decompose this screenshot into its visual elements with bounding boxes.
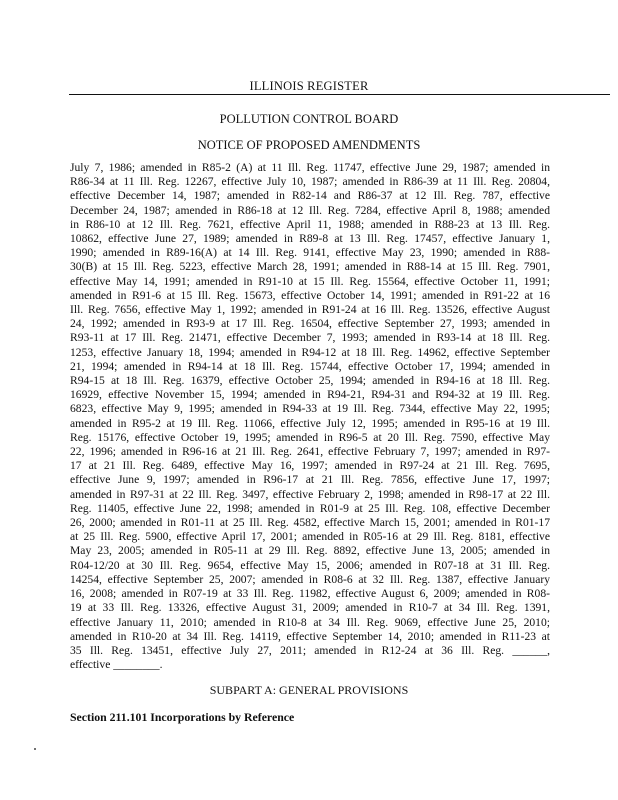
history-line: effective June 9, 1997; amended in R96-17 at 21 Ill. Reg. 7856, effective June 17, 1997; xyxy=(70,473,550,487)
history-line: amended in R95-2 at 19 Ill. Reg. 11066, effective July 12, 1995; amended in R95-16 at 19 Ill. xyxy=(70,416,550,430)
history-line: 19 at 33 Ill. Reg. 13326, effective August 31, 2009; amended in R10-7 at 34 Ill. Reg. 1391, xyxy=(70,601,550,615)
history-line: R93-11 at 17 Ill. Reg. 21471, effective December 7, 1993; amended in R93-14 at 18 Ill. Reg. xyxy=(70,331,550,345)
register-title: ILLINOIS REGISTER xyxy=(249,79,369,93)
history-line: 17 at 21 Ill. Reg. 6489, effective May 16, 1997; amended in R97-24 at 21 Ill. Reg. 7695, xyxy=(70,459,550,473)
board-title: POLLUTION CONTROL BOARD xyxy=(219,112,399,126)
history-line: Reg. 11405, effective June 22, 1998; amended in R01-9 at 25 Ill. Reg. 108, effective December xyxy=(70,501,550,515)
history-line: December 24, 1987; amended in R86-18 at 12 Ill. Reg. 7284, effective April 8, 1988; amended xyxy=(70,203,550,217)
history-line: 6823, effective May 9, 1995; amended in R94-33 at 19 Ill. Reg. 7344, effective May 22, 1995; xyxy=(70,402,550,416)
history-line: May 23, 2005; amended in R05-11 at 29 Ill. Reg. 8892, effective June 13, 2005; amended in xyxy=(70,544,550,558)
history-line: 26, 2000; amended in R01-11 at 25 Ill. Reg. 4582, effective March 15, 2001; amended in R01-17 xyxy=(70,516,550,530)
history-line: amended in R91-6 at 15 Ill. Reg. 15673, effective October 14, 1991; amended in R91-22 at 16 xyxy=(70,288,550,302)
history-line: R94-15 at 18 Ill. Reg. 16379, effective October 25, 1994; amended in R94-16 at 18 Ill. Reg. xyxy=(70,374,550,388)
scan-speck xyxy=(34,748,36,750)
history-line: effective December 14, 1987; amended in R82-14 and R86-37 at 12 Ill. Reg. 787, effective xyxy=(70,189,550,203)
history-line: 22, 1996; amended in R96-16 at 21 Ill. Reg. 2641, effective February 7, 1997; amended in R97- xyxy=(70,445,550,459)
history-line: 14254, effective September 25, 2007; amended in R08-6 at 32 Ill. Reg. 1387, effective January xyxy=(70,572,550,586)
history-line: 10862, effective June 27, 1989; amended in R89-8 at 13 Ill. Reg. 17457, effective January 1, xyxy=(70,232,550,246)
history-line: 1253, effective January 18, 1994; amended in R94-12 at 18 Ill. Reg. 14962, effective September xyxy=(70,345,550,359)
history-line: R04-12/20 at 30 Ill. Reg. 9654, effective May 15, 2006; amended in R07-18 at 31 Ill. Reg. xyxy=(70,558,550,572)
history-line: effective ________. xyxy=(70,658,163,672)
history-line: 24, 1992; amended in R93-9 at 17 Ill. Reg. 16504, effective September 27, 1993; amended in xyxy=(70,317,550,331)
amendment-history-paragraph xyxy=(70,161,550,672)
history-line: 16, 2008; amended in R07-19 at 33 Ill. Reg. 11982, effective August 6, 2009; amended in R08- xyxy=(70,587,550,601)
history-line: 30(B) at 15 Ill. Reg. 5223, effective March 28, 1991; amended in R88-14 at 15 Ill. Reg. 7901, xyxy=(70,260,550,274)
history-line: 16929, effective November 15, 1994; amended in R94-21, R94-31 and R94-32 at 19 Ill. Reg. xyxy=(70,388,550,402)
subpart-heading: SUBPART A: GENERAL PROVISIONS xyxy=(209,683,409,697)
history-line: at 25 Ill. Reg. 5900, effective April 17, 2001; amended in R05-16 at 29 Ill. Reg. 8181, effective xyxy=(70,530,550,544)
notice-title: NOTICE OF PROPOSED AMENDMENTS xyxy=(197,138,421,152)
history-line: Reg. 15176, effective October 19, 1995; amended in R96-5 at 20 Ill. Reg. 7590, effective May xyxy=(70,430,550,444)
history-line: amended in R97-31 at 22 Ill. Reg. 3497, effective February 2, 1998; amended in R98-17 at 22 Ill. xyxy=(70,487,550,501)
section-heading: Section 211.101 Incorporations by Reference xyxy=(70,710,295,724)
history-line: R86-34 at 11 Ill. Reg. 12267, effective July 10, 1987; amended in R86-39 at 11 Ill. Reg. 20804, xyxy=(70,175,550,189)
history-line: in R86-10 at 12 Ill. Reg. 7621, effective April 11, 1988; amended in R88-23 at 13 Ill. Reg. xyxy=(70,217,550,231)
history-line: amended in R10-20 at 34 Ill. Reg. 14119, effective September 14, 2010; amended in R11-23 at xyxy=(70,629,550,643)
history-line: 21, 1994; amended in R94-14 at 18 Ill. Reg. 15744, effective October 17, 1994; amended in xyxy=(70,359,550,373)
history-line: effective May 14, 1991; amended in R91-10 at 15 Ill. Reg. 15564, effective October 11, 1991; xyxy=(70,274,550,288)
history-line: effective January 11, 2010; amended in R10-8 at 34 Ill. Reg. 9069, effective June 25, 2010; xyxy=(70,615,550,629)
history-line: Ill. Reg. 7656, effective May 1, 1992; amended in R91-24 at 16 Ill. Reg. 13526, effective August xyxy=(70,303,550,317)
history-line: 35 Ill. Reg. 13451, effective July 27, 2011; amended in R12-24 at 36 Ill. Reg. ______, xyxy=(70,643,550,657)
header-rule xyxy=(69,94,610,95)
history-line: July 7, 1986; amended in R85-2 (A) at 11 Ill. Reg. 11747, effective June 29, 1987; amended in xyxy=(70,161,550,174)
history-line: 1990; amended in R89-16(A) at 14 Ill. Reg. 9141, effective May 23, 1990; amended in R88- xyxy=(70,246,550,260)
